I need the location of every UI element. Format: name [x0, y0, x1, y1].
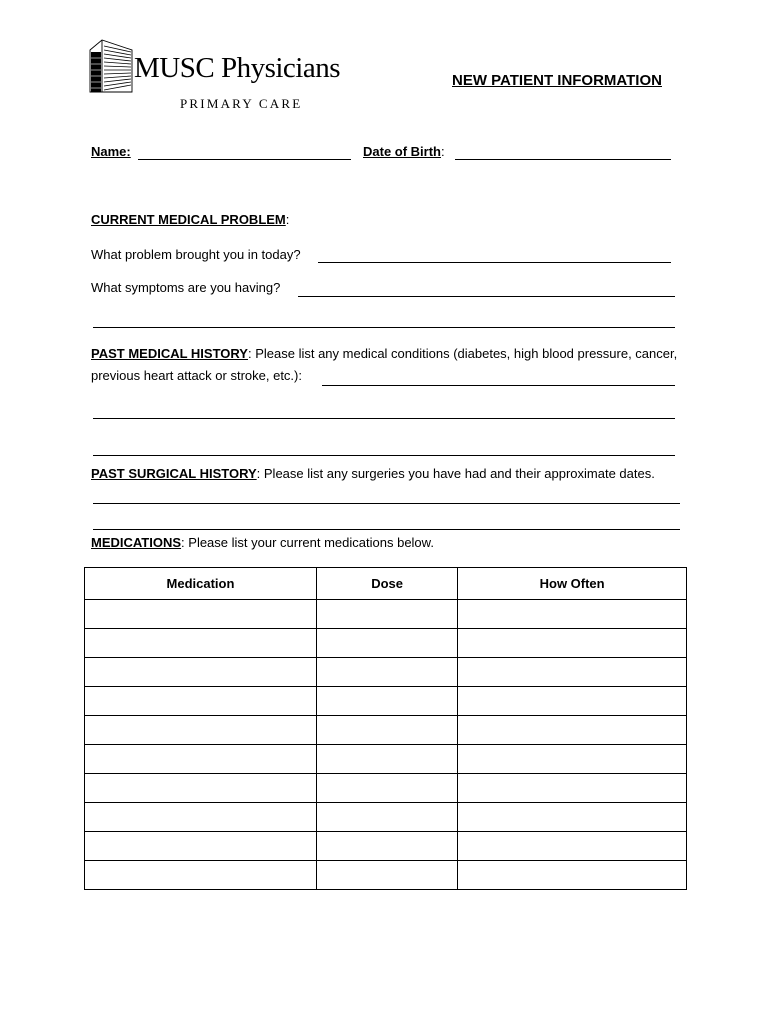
dose-cell[interactable]	[316, 774, 457, 803]
medication-cell[interactable]	[85, 629, 317, 658]
past-surgical-field-2[interactable]	[93, 529, 680, 530]
how-often-cell[interactable]	[458, 832, 687, 861]
problem-question: What problem brought you in today?	[91, 247, 301, 262]
page-title: NEW PATIENT INFORMATION	[452, 72, 662, 89]
past-medical-line1	[91, 346, 677, 361]
medications-table	[84, 567, 687, 890]
column-header-dose: Dose	[316, 568, 457, 600]
how-often-cell[interactable]	[458, 774, 687, 803]
past-medical-field-2[interactable]	[93, 418, 675, 419]
dob-label-group	[363, 144, 445, 159]
current-problem-colon: :	[285, 212, 290, 227]
medication-cell[interactable]	[85, 774, 317, 803]
past-surgical-line	[91, 466, 655, 481]
medication-cell[interactable]	[85, 658, 317, 687]
dose-cell[interactable]	[316, 803, 457, 832]
medication-cell[interactable]	[85, 832, 317, 861]
current-problem-heading-group	[91, 212, 289, 227]
medication-cell[interactable]	[85, 861, 317, 890]
how-often-cell[interactable]	[458, 803, 687, 832]
table-row	[85, 658, 687, 687]
past-surgical-heading: PAST SURGICAL HISTORY	[91, 466, 257, 481]
dose-cell[interactable]	[316, 716, 457, 745]
column-header-medication: Medication	[85, 568, 317, 600]
symptoms-field-continued[interactable]	[93, 327, 675, 328]
medications-header-row	[85, 568, 687, 600]
table-row	[85, 716, 687, 745]
medication-cell[interactable]	[85, 803, 317, 832]
dose-cell[interactable]	[316, 629, 457, 658]
medications-line	[91, 535, 434, 550]
brand-subtitle: PRIMARY CARE	[180, 96, 303, 111]
problem-field[interactable]	[318, 262, 671, 263]
dob-label: Date of Birth	[363, 144, 441, 159]
medication-cell[interactable]	[85, 687, 317, 716]
table-row	[85, 861, 687, 890]
column-header-how-often: How Often	[458, 568, 687, 600]
dose-cell[interactable]	[316, 600, 457, 629]
how-often-cell[interactable]	[458, 629, 687, 658]
medications-heading: MEDICATIONS	[91, 535, 182, 550]
past-medical-text-1: : Please list any medical conditions (diabetes, high blood pressure, cancer,	[247, 346, 678, 361]
how-often-cell[interactable]	[458, 745, 687, 774]
table-row	[85, 687, 687, 716]
medication-cell[interactable]	[85, 716, 317, 745]
how-often-cell[interactable]	[458, 687, 687, 716]
table-row	[85, 774, 687, 803]
symptoms-field[interactable]	[298, 296, 675, 297]
medication-cell[interactable]	[85, 600, 317, 629]
name-field[interactable]	[138, 159, 351, 160]
medications-text: : Please list your current medications below.	[181, 535, 434, 550]
current-problem-heading: CURRENT MEDICAL PROBLEM	[91, 212, 286, 227]
table-row	[85, 745, 687, 774]
brand-name: MUSC Physicians	[134, 52, 341, 84]
name-label: Name:	[91, 144, 131, 159]
how-often-cell[interactable]	[458, 861, 687, 890]
dose-cell[interactable]	[316, 687, 457, 716]
building-logo-icon	[88, 38, 134, 94]
dose-cell[interactable]	[316, 832, 457, 861]
table-row	[85, 600, 687, 629]
how-often-cell[interactable]	[458, 600, 687, 629]
past-surgical-text: : Please list any surgeries you have had and their approximate dates.	[256, 466, 655, 481]
dose-cell[interactable]	[316, 745, 457, 774]
how-often-cell[interactable]	[458, 716, 687, 745]
dob-colon: :	[441, 144, 445, 159]
how-often-cell[interactable]	[458, 658, 687, 687]
dose-cell[interactable]	[316, 658, 457, 687]
past-medical-heading: PAST MEDICAL HISTORY	[91, 346, 248, 361]
table-row	[85, 629, 687, 658]
past-medical-field-1[interactable]	[322, 385, 675, 386]
dob-field[interactable]	[455, 159, 671, 160]
table-row	[85, 832, 687, 861]
dose-cell[interactable]	[316, 861, 457, 890]
past-surgical-field-1[interactable]	[93, 503, 680, 504]
past-medical-text-2: previous heart attack or stroke, etc.):	[91, 368, 302, 383]
past-medical-field-3[interactable]	[93, 455, 675, 456]
symptoms-question: What symptoms are you having?	[91, 280, 281, 295]
medication-cell[interactable]	[85, 745, 317, 774]
table-row	[85, 803, 687, 832]
